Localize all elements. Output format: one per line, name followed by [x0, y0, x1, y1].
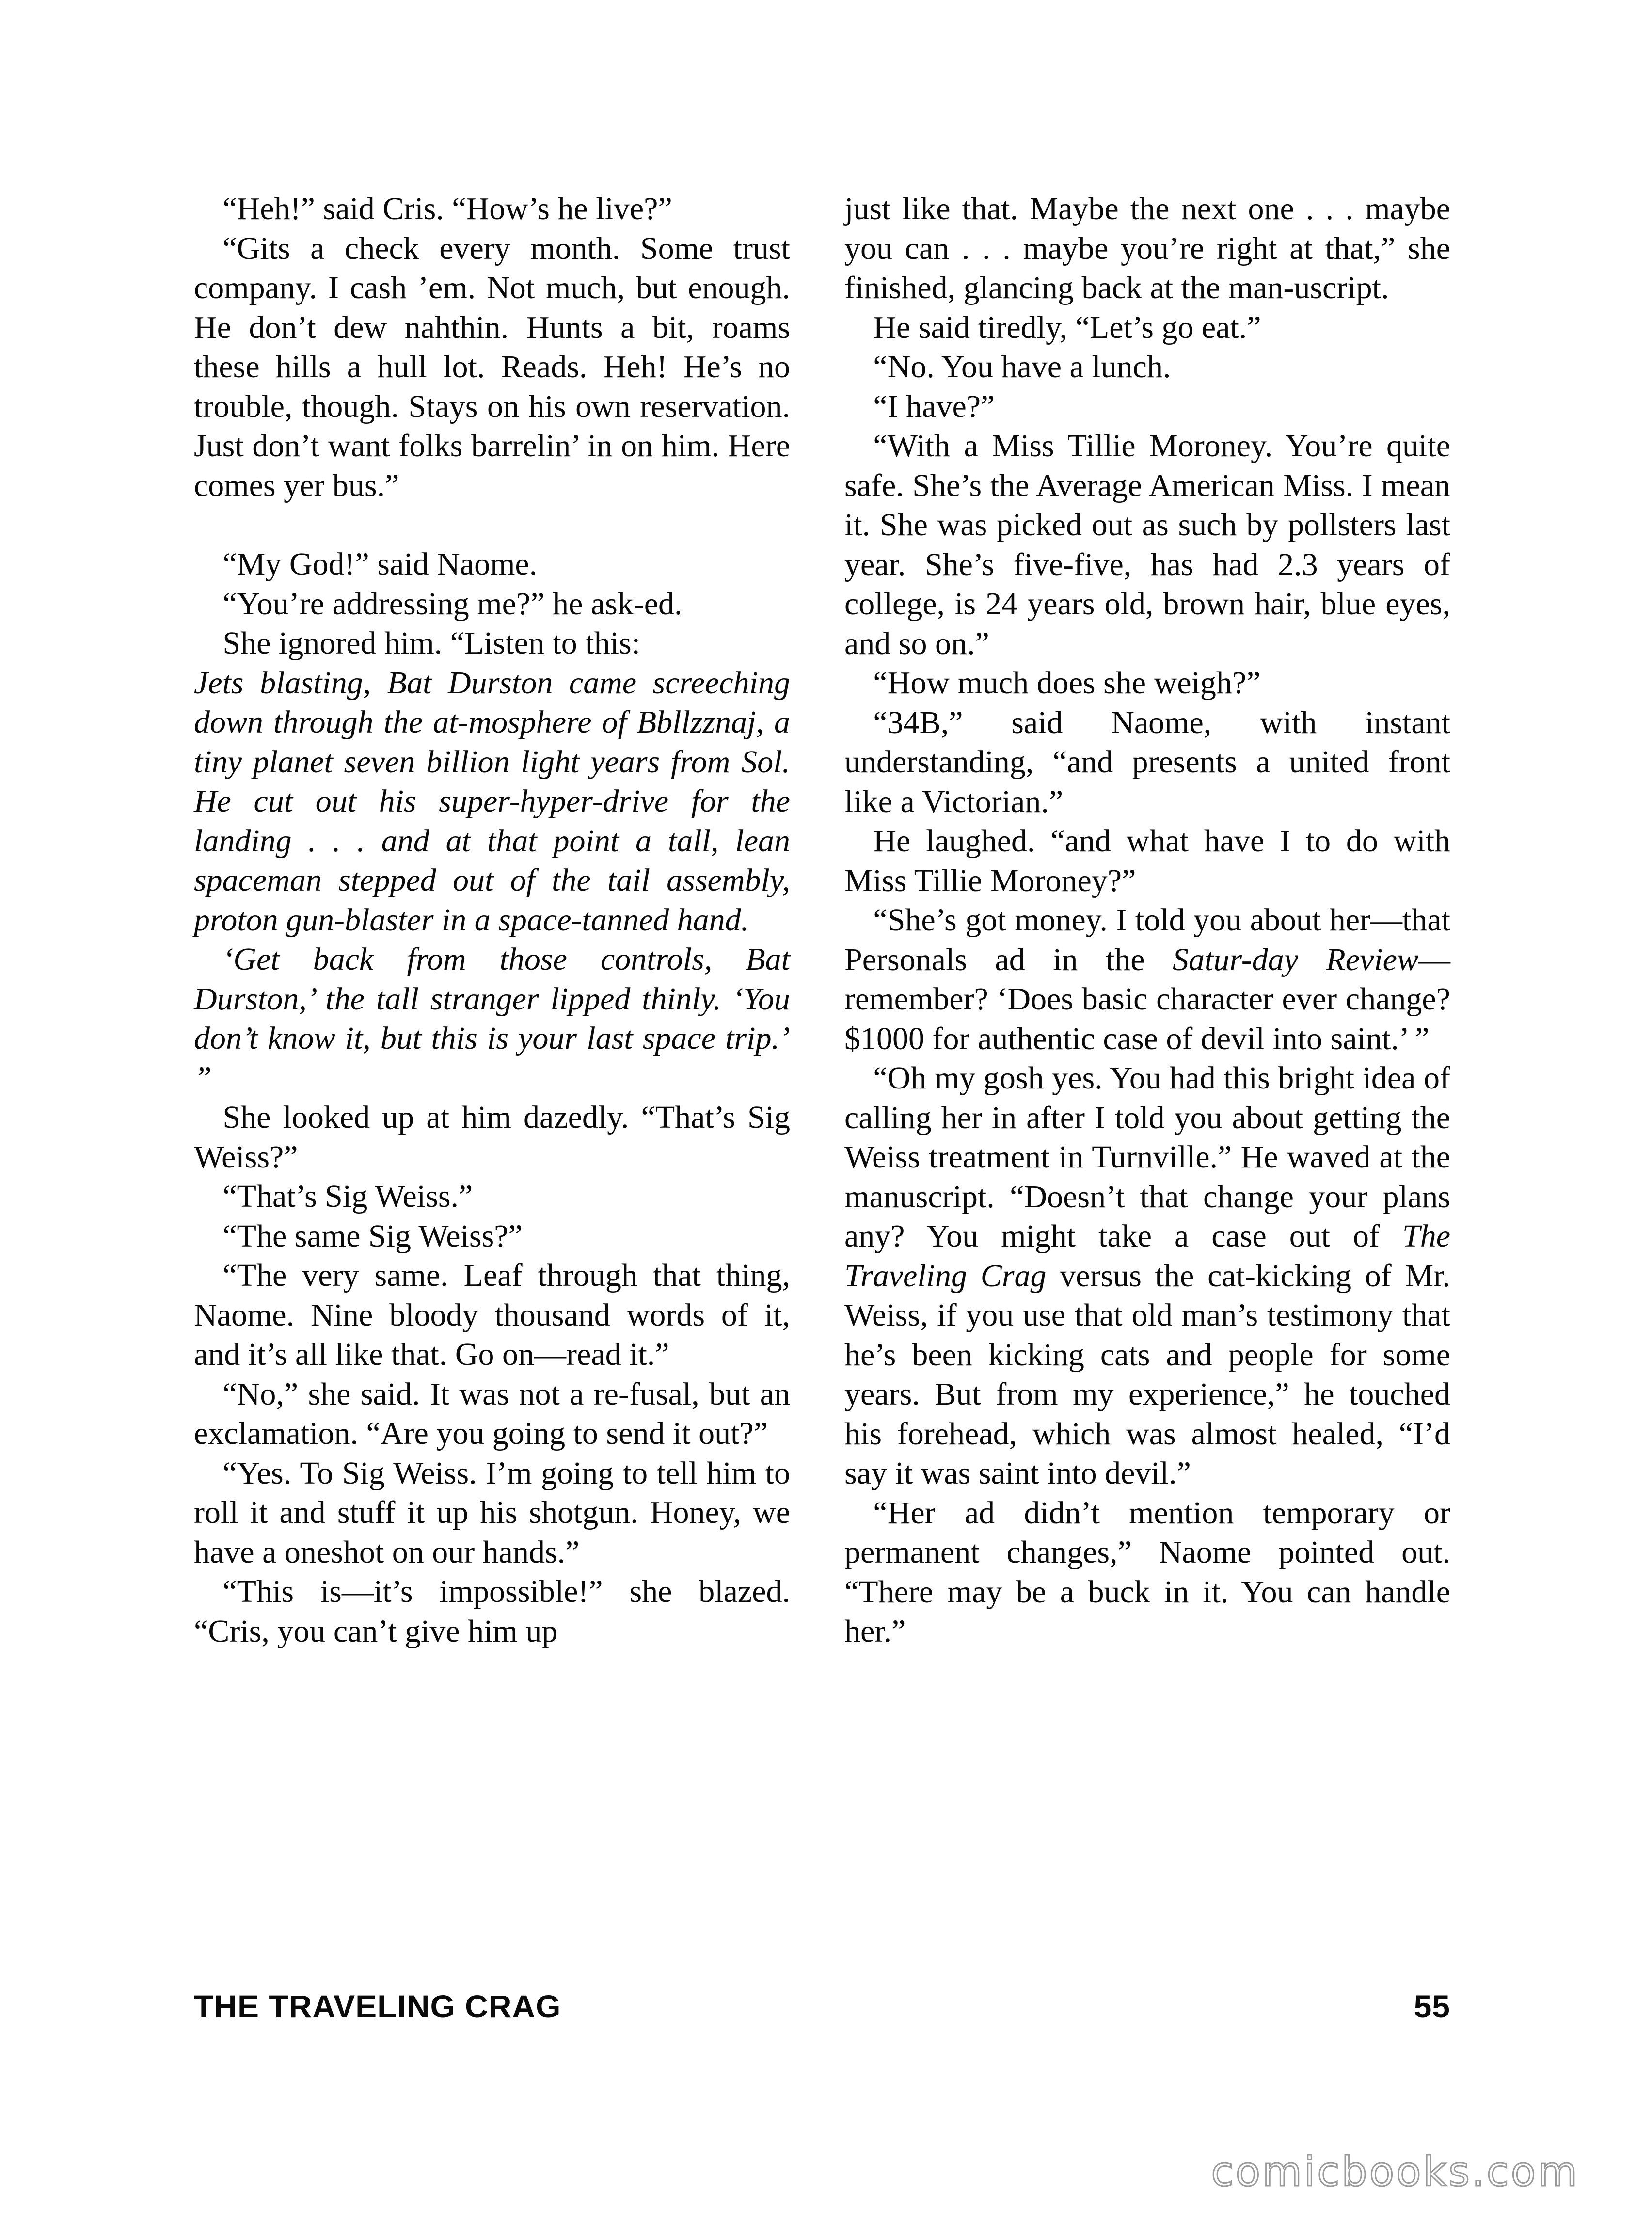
paragraph: “No,” she said. It was not a re-fusal, but an exclamation. “Are you going to send it out?” [194, 1376, 790, 1451]
paragraph: He said tiredly, “Let’s go eat.” [873, 309, 1261, 345]
text-run: —remember? ‘Does basic character ever change? $1000 for authentic case of devil into saint.’ ” [844, 942, 1450, 1056]
paragraph: “Her ad didn’t mention temporary or permanent changes,” Naome pointed out. “There may be a buck in it. You can handle her.” [844, 1495, 1450, 1649]
paragraph: “34B,” said Naome, with instant understanding, “and presents a united front like a Victorian.” [844, 704, 1450, 819]
paragraph: just like that. Maybe the next one . . . maybe you can . . . maybe you’re right at that,” she finished, glancing back at the man-uscript. [844, 191, 1450, 305]
paragraph: “Gits a check every month. Some trust company. I cash ’em. Not much, but enough. He don’t dew nahthin. Hunts a bit, roams these hills a hull lot. Reads. Heh! He’s no trouble, though. Stays on his own reservation. Just don’t want folks barrelin’ in on him. Here comes yer bus.” [194, 230, 790, 503]
paragraph: “I have?” [873, 388, 995, 424]
quoted-passage: ‘Get back from those controls, Bat Durston,’ the tall stranger lipped thinly. ‘You don’t know it, but this is your last space trip.’ ” [194, 942, 790, 1096]
paragraph: “Heh!” said Cris. “How’s he live?” [222, 191, 672, 226]
paragraph [844, 900, 1450, 1058]
italic-title: Satur-day Review [1173, 942, 1418, 977]
paragraph: “The same Sig Weiss?” [222, 1218, 523, 1254]
paragraph: “You’re addressing me?” he ask-ed. [222, 586, 683, 622]
text-run: “She’s got money. I told you about her—that Personals ad in the [844, 902, 1450, 977]
text-run: versus the cat-kicking of Mr. Weiss, if you use that old man’s testimony that he’s been kicking cats and people for some years. But from my experience,” he touched his forehead, which was almost healed, “I’d say it was saint into devil.” [844, 1258, 1450, 1491]
paragraph [844, 1058, 1450, 1493]
paragraph: “Yes. To Sig Weiss. I’m going to tell him to roll it and stuff it up his shotgun. Honey, we have a oneshot on our hands.” [194, 1455, 790, 1570]
left-column [194, 189, 790, 1651]
paragraph: “With a Miss Tillie Moroney. You’re quite safe. She’s the Average American Miss. I mean it. She was picked out as such by pollsters last year. She’s five-five, has had 2.3 years of college, is 24 years old, brown hair, blue eyes, and so on.” [844, 428, 1450, 661]
text-run: “Oh my gosh yes. You had this bright idea of calling her in after I told you about getting the Weiss treatment in Turnville.” He waved at the manuscript. “Doesn’t that change your plans any? You might take a case out of [844, 1060, 1450, 1254]
page-number: 55 [1414, 1988, 1450, 2024]
paragraph: “No. You have a lunch. [873, 349, 1171, 384]
page-footer [194, 1988, 1450, 2031]
paragraph: “That’s Sig Weiss.” [222, 1179, 473, 1214]
paragraph: She looked up at him dazedly. “That’s Sig Weiss?” [194, 1100, 790, 1175]
right-column [844, 189, 1450, 1651]
italic-title: The Traveling Crag [844, 1218, 1450, 1294]
running-title: THE TRAVELING CRAG [194, 1988, 561, 2024]
paragraph: She ignored him. “Listen to this: [222, 625, 640, 661]
quoted-passage: Jets blasting, Bat Durston came screeching down through the at-mosphere of Bbllzznaj, a tiny planet seven billion light years from Sol. He cut out his super-hyper-drive for the landing . . . and at that point a tall, lean spaceman stepped out of the tail assembly, proton gun-blaster in a space-tanned hand. [194, 665, 790, 938]
paragraph: “This is—it’s impossible!” she blazed. “Cris, you can’t give him up [194, 1574, 790, 1649]
watermark: comicbooks.com [1211, 2148, 1579, 2195]
paragraph: “My God!” said Naome. [222, 546, 538, 582]
paragraph: “The very same. Leaf through that thing, Naome. Nine bloody thousand words of it, and it’s all like that. Go on—read it.” [194, 1258, 790, 1372]
paragraph: “How much does she weigh?” [873, 665, 1261, 701]
paragraph: He laughed. “and what have I to do with Miss Tillie Moroney?” [844, 823, 1450, 898]
